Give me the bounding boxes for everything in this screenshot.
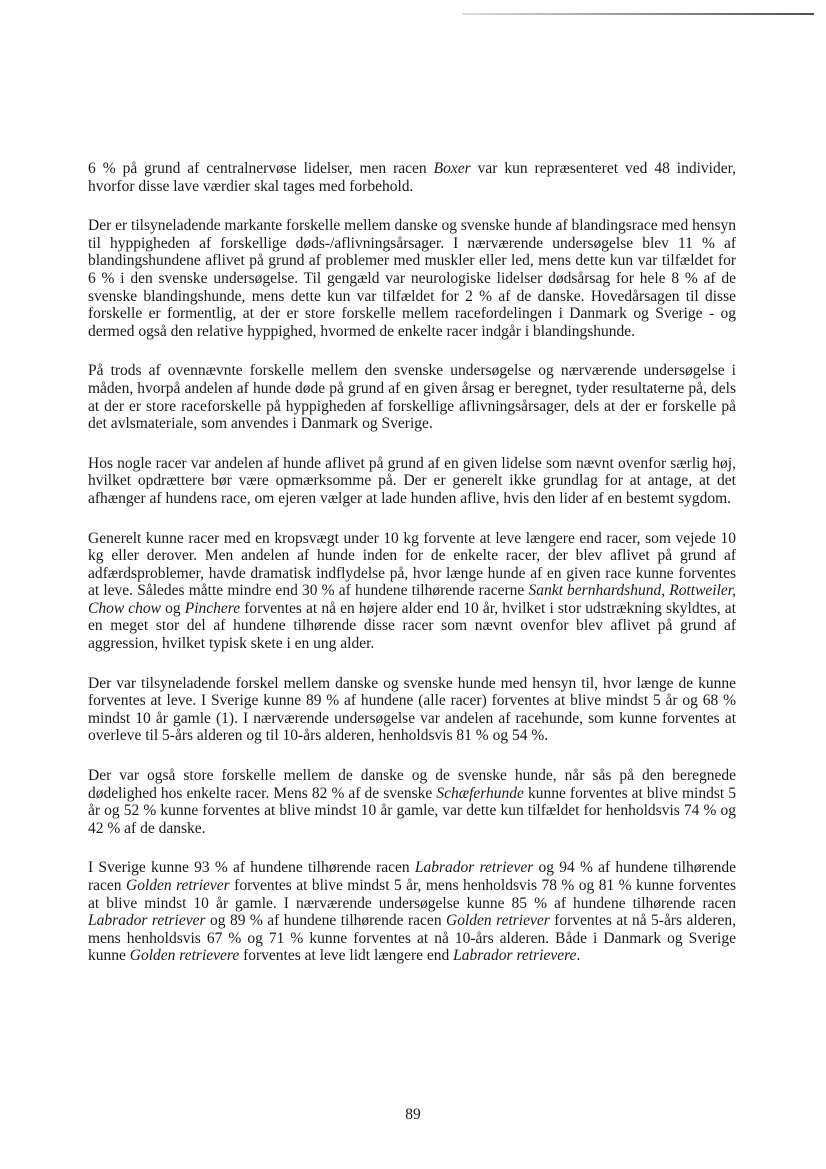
italic-text-run: Labrador retriever: [414, 859, 534, 877]
text-run: forventes at blive mindst 5 år, mens henholdsvis 78 % og 81 % kunne forventes at blive mindst 10 år gamle. I nærværende undersøgelse kunne 85 % af hundene tilhørende racen: [88, 877, 736, 912]
paragraph: [88, 455, 736, 508]
text-run: var kun repræsenteret ved 48 individer, hvorfor disse lave værdier skal tages med forbehold.: [88, 160, 736, 195]
paragraph: [88, 217, 736, 340]
italic-text-run: Golden retriever: [126, 877, 230, 894]
text-run: Der er tilsyneladende markante forskelle mellem danske og svenske hunde af blandingsrace med hensyn til hyppigheden af forskellige døds-/aflivningsårsager. I nærværende undersøgelse blev 11 % af blandingshundene aflivet på grund af problemer med muskler eller led, mens dette kun var tilfældet for 6 % i den svenske undersøgelse. Til gengæld var neurologiske lidelser dødsårsag for hele 8 % af de svenske blandingshunde, mens dette kun var tilfældet for 2 % af de danske. Hovedårsagen til disse forskelle er formentlig, at der er store forskelle mellem racefordelingen i Danmark og Sverige - og dermed også den relative hyppighed, hvormed de enkelte racer indgår i blandingshunde.: [88, 217, 736, 340]
page-number: 89: [405, 1106, 421, 1123]
text-run: I Sverige kunne 93 % af hundene tilhørende racen: [88, 859, 415, 877]
paragraph: [88, 767, 736, 837]
paragraph: [88, 530, 736, 653]
text-run: og 89 % af hundene tilhørende racen: [205, 912, 447, 930]
text-run: og 94 % af hundene tilhørende racen: [88, 859, 736, 894]
italic-text-run: Sankt bernhardshund, Rottweiler, Chow chow: [88, 582, 736, 617]
text-run: 6 % på grund af centralnervøse lidelser, men racen: [88, 160, 434, 177]
italic-text-run: Boxer: [433, 160, 471, 177]
text-run: Generelt kunne racer med en kropsvægt under 10 kg forvente at leve længere end racer, som vejede 10 kg eller derover. Men andelen af hunde inden for de enkelte racer, der blev aflivet på grund af adfærdsproblemer, havde dramatisk indflydelse på, hvor længe hunde af en given race kunne forventes at leve. Således måtte mindre end 30 % af hundene tilhørende racerne: [88, 529, 736, 600]
text-run: Hos nogle racer var andelen af hunde aflivet på grund af en given lidelse som nævnt ovenfor særlig høj, hvilket opdrættere bør være opmærksomme på. Der er generelt ikke grundlag for at antage, at det afhænger af hundens race, om ejeren vælger at lade hunden aflive, hvis den lider af en bestemt sygdom.: [88, 454, 736, 507]
paragraph: [88, 160, 736, 195]
paragraph: [88, 859, 736, 965]
text-run: Der var tilsyneladende forskel mellem danske og svenske hunde med hensyn til, hvor længe de kunne forventes at leve. I Sverige kunne 89 % af hundene (alle racer) forventes at blive mindst 5 år og 68 % mindst 10 år gamle (1). I nærværende undersøgelse var andelen af racehunde, som kunne forventes at overleve til 5-års alderen og til 10-års alderen, henholdsvis 81 % og 54 %.: [88, 674, 736, 745]
italic-text-run: Labrador retrievere: [453, 947, 577, 965]
text-run: forventes at leve lidt længere end: [239, 947, 454, 965]
text-run: forventes at nå 5-års alderen, mens henholdsvis 67 % og 71 % kunne forventes at nå 10-års alderen. Både i Danmark og Sverige kunne: [88, 912, 736, 965]
text-run: kunne forventes at blive mindst 5 år og 52 % kunne forventes at blive mindst 10 år gamle, var dette kun tilfældet for henholdsvis 74 % og 42 % af de danske.: [88, 784, 736, 837]
italic-text-run: Golden retrievere: [129, 947, 240, 965]
text-run: .: [576, 947, 581, 965]
text-run: På trods af ovennævnte forskelle mellem den svenske undersøgelse og nærværende undersøgelse i måden, hvorpå andelen af hunde døde på grund af en given årsag er beregnet, tyder resultaterne på, dels at der er store raceforskelle på hyppigheden af forskellige aflivningsårsager, dels at der er forskelle på det avlsmateriale, som anvendes i Danmark og Sverige.: [88, 362, 736, 433]
italic-text-run: Golden retriever: [446, 912, 550, 930]
text-run: og: [161, 599, 185, 617]
scan-edge-line: [462, 13, 814, 15]
italic-text-run: Labrador retriever: [88, 912, 206, 930]
italic-text-run: Schæferhunde: [436, 784, 524, 802]
italic-text-run: Pinchere: [184, 599, 241, 617]
text-run: Der var også store forskelle mellem de danske og de svenske hunde, når sås på den beregnede dødelighed hos enkelte racer. Mens 82 % af de svenske: [88, 767, 736, 802]
text-run: forventes at nå en højere alder end 10 år, hvilket i stor udstrækning skyldtes, at en meget stor del af hundene tilhørende disse racer som nævnt ovenfor blev aflivet på grund af aggression, hvilket typisk skete i en ung alder.: [88, 599, 736, 653]
paragraph: [88, 675, 736, 745]
body-text: [88, 160, 736, 987]
paragraph: [88, 362, 736, 432]
